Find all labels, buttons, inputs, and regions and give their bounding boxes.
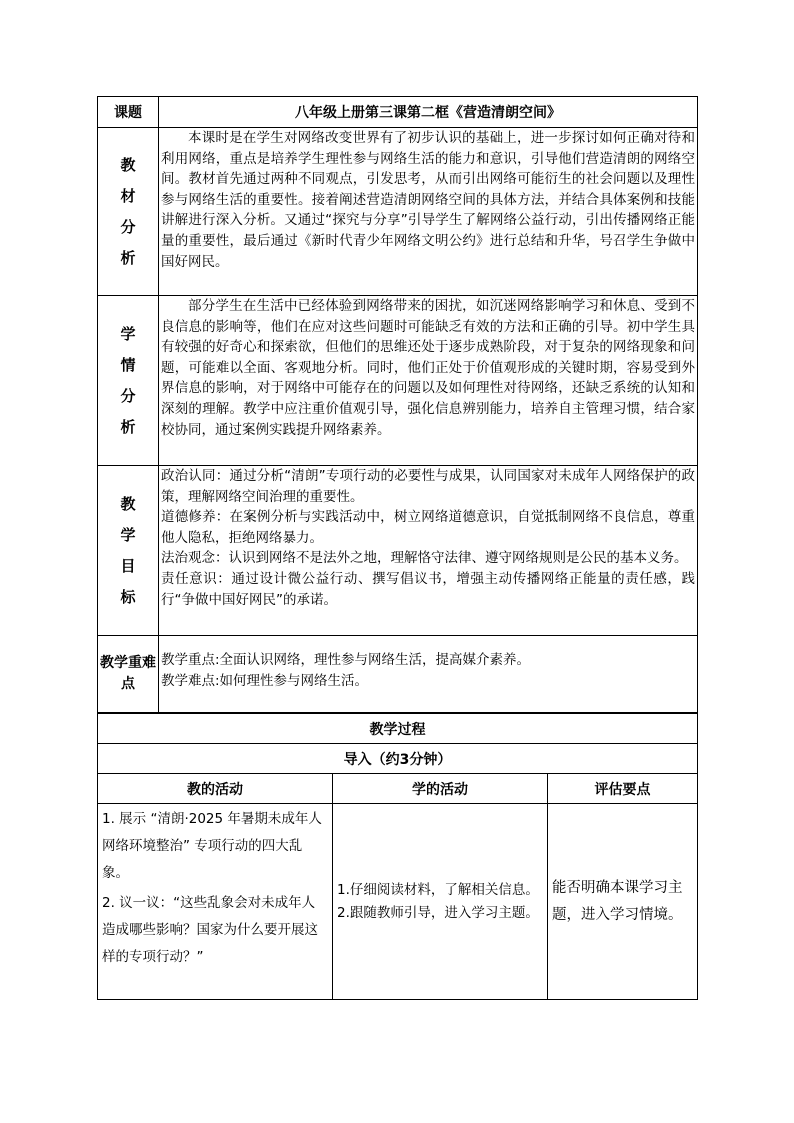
column-header: 学的活动 — [333, 774, 548, 804]
student-step: 1.仔细阅读材料，了解相关信息。 — [337, 882, 539, 898]
goals-row — [98, 466, 698, 636]
teacher-step: 1. 展示 “清朗·2025 年暑期未成年人网络环境整治” 专项行动的四大乱象。 — [102, 811, 322, 881]
analysis-label: 教 材 分 析 — [98, 128, 159, 296]
goal-item: 道德修养：在案例分析与实践活动中，树立网络道德意识，自觉抵制网络不良信息，尊重他人隐私，拒绝网络暴力。 — [161, 509, 695, 546]
topic-label: 课题 — [98, 97, 159, 128]
goal-item: 法治观念：认识到网络不是法外之地，理解恪守法律、遵守网络规则是公民的基本义务。 — [161, 550, 688, 567]
analysis-row — [98, 128, 698, 296]
topic-title: 八年级上册第三课第二框《营造清朗空间》 — [159, 97, 698, 128]
column-header: 教的活动 — [98, 774, 333, 804]
students-row — [98, 296, 698, 466]
student-step: 2.跟随教师引导，进入学习主题。 — [337, 905, 539, 921]
process-title: 教学过程 — [98, 714, 698, 744]
lesson-plan-table — [97, 96, 698, 713]
teacher-step: 2. 议一议：“这些乱象会对未成年人造成哪些影响？国家为什么要开展这样的专项行动？” — [102, 895, 318, 965]
teaching-process-table — [97, 713, 698, 1000]
section-title: 导入（约3分钟） — [98, 744, 698, 774]
keypoints-text — [159, 636, 698, 713]
keypoint-item: 教学重点:全面认识网络，理性参与网络生活，提高媒介素养。 — [161, 652, 531, 668]
students-label: 学 情 分 析 — [98, 296, 159, 466]
assessment-points: 能否明确本课学习主题，进入学习情境。 — [548, 804, 698, 1000]
student-activity — [333, 804, 548, 1000]
topic-row — [98, 97, 698, 128]
column-header-row — [98, 774, 698, 804]
keypoint-item: 教学难点:如何理性参与网络生活。 — [161, 672, 369, 689]
analysis-text: 本课时是在学生对网络改变世界有了初步认识的基础上，进一步探讨如何正确对待和利用网络，重点是培养学生理性参与网络生活的能力和意识，引导他们营造清朗的网络空间。教材首先通过两种不同观点，引发思考，从而引出网络可能衍生的社会问题以及理性参与网络生活的重要性。接着阐述营造清朗网络空间的具体方法，并结合具体案例和技能讲解进行深入分析。又通过“探究与分享”引导学生了解网络公益行动，引出传播网络正能量的重要性，最后通过《新时代青少年网络文明公约》进行总结和升华，号召学生争做中国好网民。 — [159, 128, 698, 296]
keypoints-label: 教学重难点 — [98, 636, 159, 713]
activity-row — [98, 804, 698, 1000]
goals-text — [159, 466, 698, 636]
goal-item: 政治认同：通过分析“清朗”专项行动的必要性与成果，认同国家对未成年人网络保护的政策，理解网络空间治理的重要性。 — [161, 468, 695, 505]
column-header: 评估要点 — [548, 774, 698, 804]
keypoints-row — [98, 636, 698, 713]
goals-label: 教 学 目 标 — [98, 466, 159, 636]
teacher-activity — [98, 804, 333, 1000]
goal-item: 责任意识：通过设计微公益行动、撰写倡议书，增强主动传播网络正能量的责任感，践行“争做中国好网民”的承诺。 — [161, 570, 695, 608]
students-text: 部分学生在生活中已经体验到网络带来的困扰，如沉迷网络影响学习和休息、受到不良信息的影响等，他们在应对这些问题时可能缺乏有效的方法和正确的引导。初中学生具有较强的好奇心和探索欲，但他们的思维还处于逐步成熟阶段，对于复杂的网络现象和问题，可能难以全面、客观地分析。同时，他们正处于价值观形成的关键时期，容易受到外界信息的影响，对于网络中可能存在的问题以及如何理性对待网络，还缺乏系统的认知和深刻的理解。教学中应注重价值观引导，强化信息辨别能力，培养自主管理习惯，结合家校协同，通过案例实践提升网络素养。 — [159, 296, 698, 466]
